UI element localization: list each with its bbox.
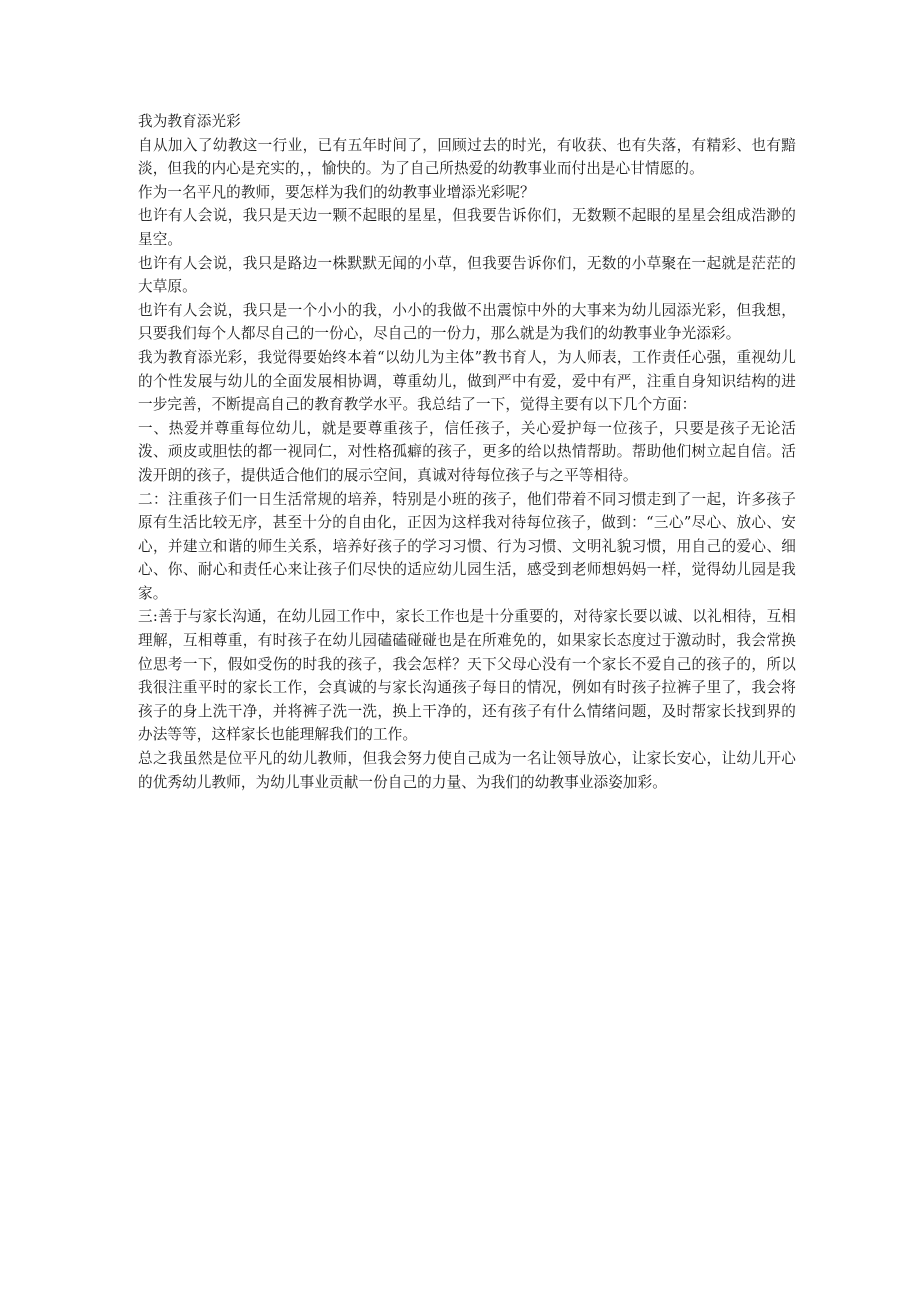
paragraph-point-three: 三:善于与家长沟通，在幼儿园工作中，家长工作也是十分重要的，对待家长要以诚、以礼相待，互相理解，互相尊重，有时孩子在幼儿园磕磕碰碰也是在所难免的，如果家长态度过于激动时，我会常换位思考一下，假如受伤的时我的孩子，我会怎样？天下父母心没有一个家长不爱自己的孩子的，所以我很注重平时的家长工作，会真诚的与家长沟通孩子每日的情况，例如有时孩子拉裤子里了，我会将孩子的身上洗干净，并将裤子洗一洗，换上干净的，还有孩子有什么情绪问题，及时帮家长找到界的办法等等，这样家长也能理解我们的工作。 — [138, 608, 796, 744]
paragraph-approach: 我为教育添光彩，我觉得要始终本着“以幼儿为主体”教书育人，为人师表，工作责任心强，重视幼儿的个性发展与幼儿的全面发展相协调，尊重幼儿，做到严中有爱，爱中有严，注重自身知识结构的进一步完善，不断提高自己的教育教学水平。我总结了一下，觉得主要有以下几个方面： — [138, 348, 796, 414]
paragraph-question: 作为一名平凡的教师，要怎样为我们的幼教事业增添光彩呢？ — [138, 183, 535, 201]
paragraph-point-two: 二：注重孩子们一日生活常规的培养，特别是小班的孩子，他们带着不同习惯走到了一起，许多孩子原有生活比较无序，甚至十分的自由化，正因为这样我对待每位孩子，做到：“三心”尽心、放心、安心，并建立和谐的师生关系，培养好孩子的学习习惯、行为习惯、文明礼貌习惯，用自己的爱心、细心、你、耐心和责任心来让孩子们尽快的适应幼儿园生活，感受到老师想妈妈一样，觉得幼儿园是我家。 — [138, 490, 796, 602]
document-title: 我为教育添光彩 — [138, 113, 241, 130]
paragraph-conclusion: 总之我虽然是位平凡的幼儿教师，但我会努力使自己成为一名让领导放心，让家长安心，让幼儿开心的优秀幼儿教师，为幼儿事业贡献一份自己的力量、为我们的幼教事业添姿加彩。 — [138, 750, 796, 791]
paragraph-grass: 也许有人会说，我只是路边一株默默无闻的小草，但我要告诉你们，无数的小草聚在一起就是茫茫的大草原。 — [138, 254, 796, 296]
paragraph-small-me: 也许有人会说，我只是一个小小的我，小小的我做不出震惊中外的大事来为幼儿园添光彩，但我想，只要我们每个人都尽自己的一份心，尽自己的一份力，那么就是为我们的幼教事业争光添彩。 — [138, 301, 796, 343]
paragraph-star: 也许有人会说，我只是天边一颗不起眼的星星，但我要告诉你们，无数颗不起眼的星星会组成浩渺的星空。 — [138, 207, 796, 248]
paragraph-point-one: 一、热爱并尊重每位幼儿，就是要尊重孩子，信任孩子，关心爱护每一位孩子，只要是孩子无论活泼、顽皮或胆怯的都一视同仁，对性格孤癖的孩子，更多的给以热情帮助。帮助他们树立起自信。活泼开朗的孩子，提供适合他们的展示空间，真诚对待每位孩子与之平等相待。 — [138, 419, 796, 484]
paragraph-intro: 自从加入了幼教这一行业，已有五年时间了，回顾过去的时光，有收获、也有失落，有精彩、也有黯淡，但我的内心是充实的，，愉快的。为了自己所热爱的幼教事业而付出是心甘情愿的。 — [138, 136, 796, 178]
document-page — [138, 110, 796, 794]
